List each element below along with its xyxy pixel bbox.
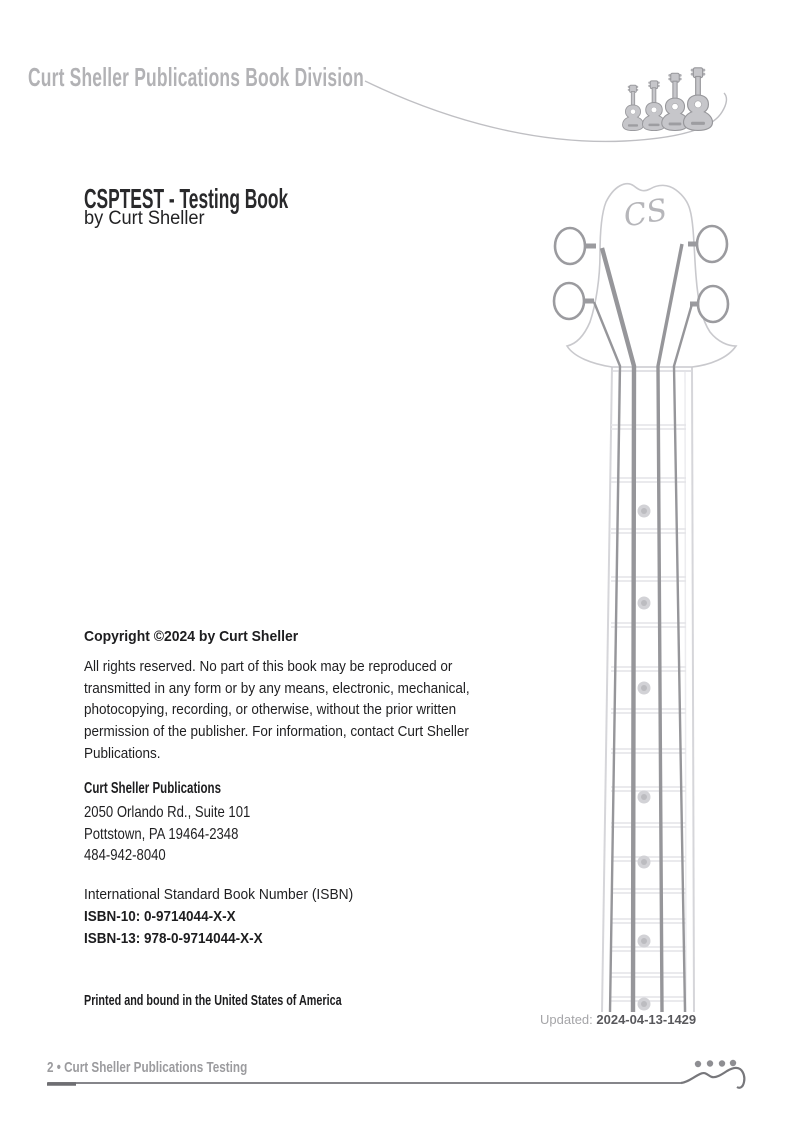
ukulele-icon xyxy=(684,68,713,131)
publisher-brand-header: Curt Sheller Publications Book Division xyxy=(28,62,364,92)
copyright-line: permission of the publisher. For information, contact Curt Sheller xyxy=(84,723,469,741)
isbn-label: International Standard Book Number (ISBN) xyxy=(84,886,354,903)
book-title: CSPTEST - Testing Book xyxy=(84,183,289,214)
publisher-address xyxy=(84,802,250,867)
footer-dots xyxy=(695,1060,736,1067)
book-author: by Curt Sheller xyxy=(84,208,205,229)
copyright-paragraph xyxy=(84,656,470,765)
guitar-body-swoosh-icon xyxy=(681,1068,744,1088)
footer-artwork xyxy=(0,1040,794,1123)
footer-page-info: 2 • Curt Sheller Publications Testing xyxy=(47,1059,248,1076)
headstock-cs-logo: CS xyxy=(621,192,671,235)
address-line: Pottstown, PA 19464-2348 xyxy=(84,825,239,843)
copyright-heading: Copyright ©2024 by Curt Sheller xyxy=(84,628,299,645)
ukulele-icon xyxy=(623,85,644,130)
copyright-line: transmitted in any form or by any means, electronic, mechanical, xyxy=(84,679,470,697)
guitar-neck-graphic xyxy=(540,160,790,1020)
publisher-phone: 484-942-8040 xyxy=(84,847,166,864)
publisher-name: Curt Sheller Publications xyxy=(84,780,221,797)
updated-timestamp xyxy=(540,1012,697,1027)
printed-line: Printed and bound in the United States of America xyxy=(84,992,342,1009)
copyright-line: Publications. xyxy=(84,744,161,762)
updated-label: Updated: xyxy=(540,1012,593,1027)
copyright-line: photocopying, recording, or otherwise, without the prior written xyxy=(84,701,457,719)
isbn-13: ISBN-13: 978-0-9714044-X-X xyxy=(84,930,263,947)
address-line: 2050 Orlando Rd., Suite 101 xyxy=(84,804,251,821)
updated-value: 2024-04-13-1429 xyxy=(596,1012,697,1027)
isbn-10: ISBN-10: 0-9714044-X-X xyxy=(84,908,236,925)
copyright-line: All rights reserved. No part of this book may be reproduced or xyxy=(84,658,453,675)
